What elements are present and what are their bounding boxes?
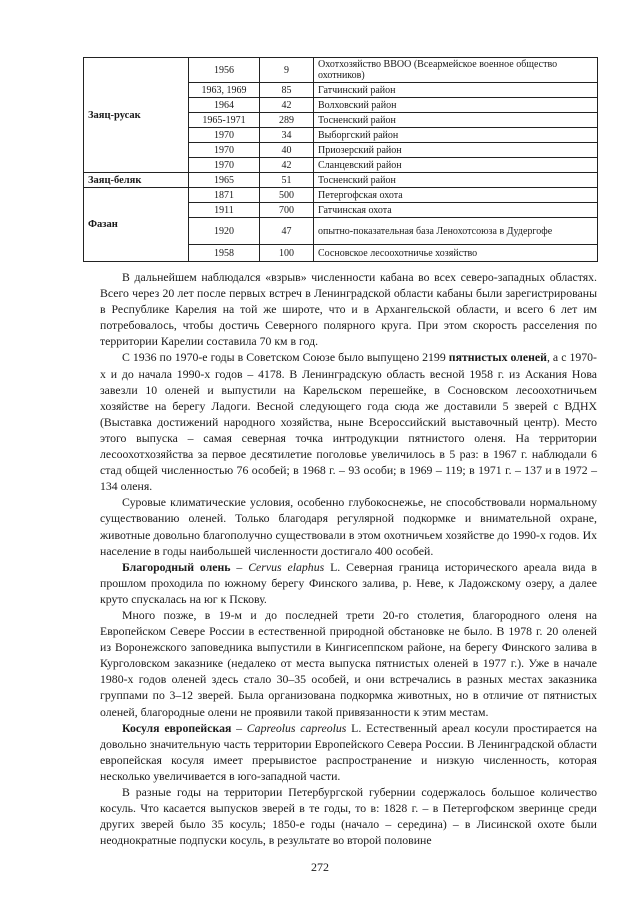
year-cell: 1871 [189,188,260,203]
table-row [84,173,598,188]
year-cell: 1958 [189,245,260,262]
release-table [83,57,598,262]
paragraph-red-deer [100,559,597,607]
year-cell: 1965-1971 [189,113,260,128]
count-cell: 100 [260,245,314,262]
count-cell: 500 [260,188,314,203]
paragraph-boar: В дальнейшем наблюдался «взрыв» численности кабана во всех северо-западных областях. Всего через 20 лет после первых встреч в Ленинградской области кабаны были зарегистрированы в Республике Карелия на той же широте, что и в Архангельской области, и всего 6 лет им потребовалось, чтобы достичь Северного полярного круга. При этом скорость расселения по территории Карелии составила 70 км в год. [100,270,597,349]
count-cell: 47 [260,218,314,245]
paragraph-red-deer-history: Много позже, в 19-м и до последней трети 20-го столетия, благородного оленя на Европейском Севере России в естественной природной обстановке не было. В 1978 г. 20 оленей из Воронежского заповедника выпустили в Кингисеппском районе, на берегу Финского залива в Курголовском заказнике (недалеко от места выпуска пятнистых оленей в 1977 г.). Уже в начале 1980-х годов оленей здесь стало 30–35 особей, и они встречались в разных местах заказника группами по 3–12 зверей. Была организована подкормка животных, но в отличие от пятнистых оленей, благородные олени не проявили такой привязанности к этим местам. [100,607,597,719]
page-number: 272 [311,860,329,874]
description-cell: Тосненский район [314,173,598,188]
count-cell: 700 [260,203,314,218]
description-cell: Сосновское лесоохотничье хозяйство [314,245,598,262]
paragraph-climate: Суровые климатические условия, особенно глубокоснежье, не способствовали нормальному существованию оленей. Только благодаря регулярной подкормке и внимательной охране, животные довольно благополучно существовали в этом охотничьем хозяйстве до 1990-х годов. Их население в годы наибольшей численности достигало 400 особей. [100,495,597,558]
count-cell: 42 [260,98,314,113]
table-row [84,58,598,83]
year-cell: 1920 [189,218,260,245]
description-cell: Гатчинский район [314,83,598,98]
year-cell: 1963, 1969 [189,83,260,98]
text-run: L. Естественный ареал косули простирается на довольно значительную часть территории Европейского Севера России. В Ленинградской области европейская косуля имеет прерывистое распространение и низкую численность, которая несколько увеличивается в юго-западной части. [100,720,597,783]
species-cell: Заяц-беляк [84,173,189,188]
year-cell: 1970 [189,128,260,143]
text-run: – [231,720,247,735]
description-cell: Охотхозяйство ВВОО (Всеармейское военное общество охотников) [314,58,598,83]
description-cell: Петергофская охота [314,188,598,203]
text-run: L. Северная граница исторического ареала вида в прошлом проходила по южному берегу Финского залива, р. Неве, к Ладожскому озеру, а далее круто спускалась на юг к Пскову. [100,559,597,606]
latin-name: Capreolus capreolus [246,720,347,735]
text-run: – [230,559,249,574]
paragraph-spotted-deer [100,349,597,494]
text-run: С 1936 по 1970-е годы в Советском Союзе было выпущено 2199 [122,350,449,365]
year-cell: 1970 [189,158,260,173]
term-roe-deer: Косуля европейская [122,720,232,735]
year-cell: 1965 [189,173,260,188]
count-cell: 289 [260,113,314,128]
description-cell: Сланцевский район [314,158,598,173]
description-cell: опытно-показательная база Ленохотсоюза в Дудергофе [314,218,598,245]
count-cell: 42 [260,158,314,173]
count-cell: 34 [260,128,314,143]
latin-name: Cervus elaphus [248,559,325,574]
count-cell: 9 [260,58,314,83]
species-cell: Заяц-русак [84,58,189,173]
description-cell: Приозерский район [314,143,598,158]
description-cell: Тосненский район [314,113,598,128]
count-cell: 40 [260,143,314,158]
year-cell: 1911 [189,203,260,218]
year-cell: 1964 [189,98,260,113]
description-cell: Волховский район [314,98,598,113]
paragraph-roe-deer [100,720,597,784]
term-red-deer: Благородный олень [122,559,231,574]
species-cell: Фазан [84,188,189,262]
body-text [100,269,597,848]
text-run: , а с 1970-х и до начала 1990-х годов – 4178. В Ленинградскую область весной 1958 г. из Аскания Нова завезли 10 оленей и выпустили на Карельском перешейке, в Сосновском лесоохотничьем хозяйстве на берегу Ладоги. Весной следующего года сюда же доставили 5 зверей с ВДНХ (Выставка достижений народного хозяйства, ныне Всероссийский выставочный центр). Место этого выпуска – самая северная точка интродукции пятнистого оленя. На территории лесоохотхозяйства за первое десятилетие поголовье увеличилось в 5 раз: в 1967 г. наблюдали 6 стад общей численностью 76 особей; в 1968 г. – 93 особи; в 1969 – 119; в 1971 г. – 137 и в 1972 – 134 оленя. [100,350,597,494]
paragraph-roe-deer-history: В разные годы на территории Петербургской губернии содержалось большое количество косуль. Что касается выпусков зверей в те годы, то в: 1828 г. – в Петергофском зверинце среди других зверей было 35 косуль; 1850-е годы (начало – середина) – в Лисинской охоте были неоднократные подпуски косуль, в результате во второй половине [100,785,597,848]
count-cell: 85 [260,83,314,98]
year-cell: 1956 [189,58,260,83]
year-cell: 1970 [189,143,260,158]
term-spotted-deer: пятнистых оленей [448,350,547,365]
table-row [84,188,598,203]
count-cell: 51 [260,173,314,188]
description-cell: Выборгский район [314,128,598,143]
description-cell: Гатчинская охота [314,203,598,218]
